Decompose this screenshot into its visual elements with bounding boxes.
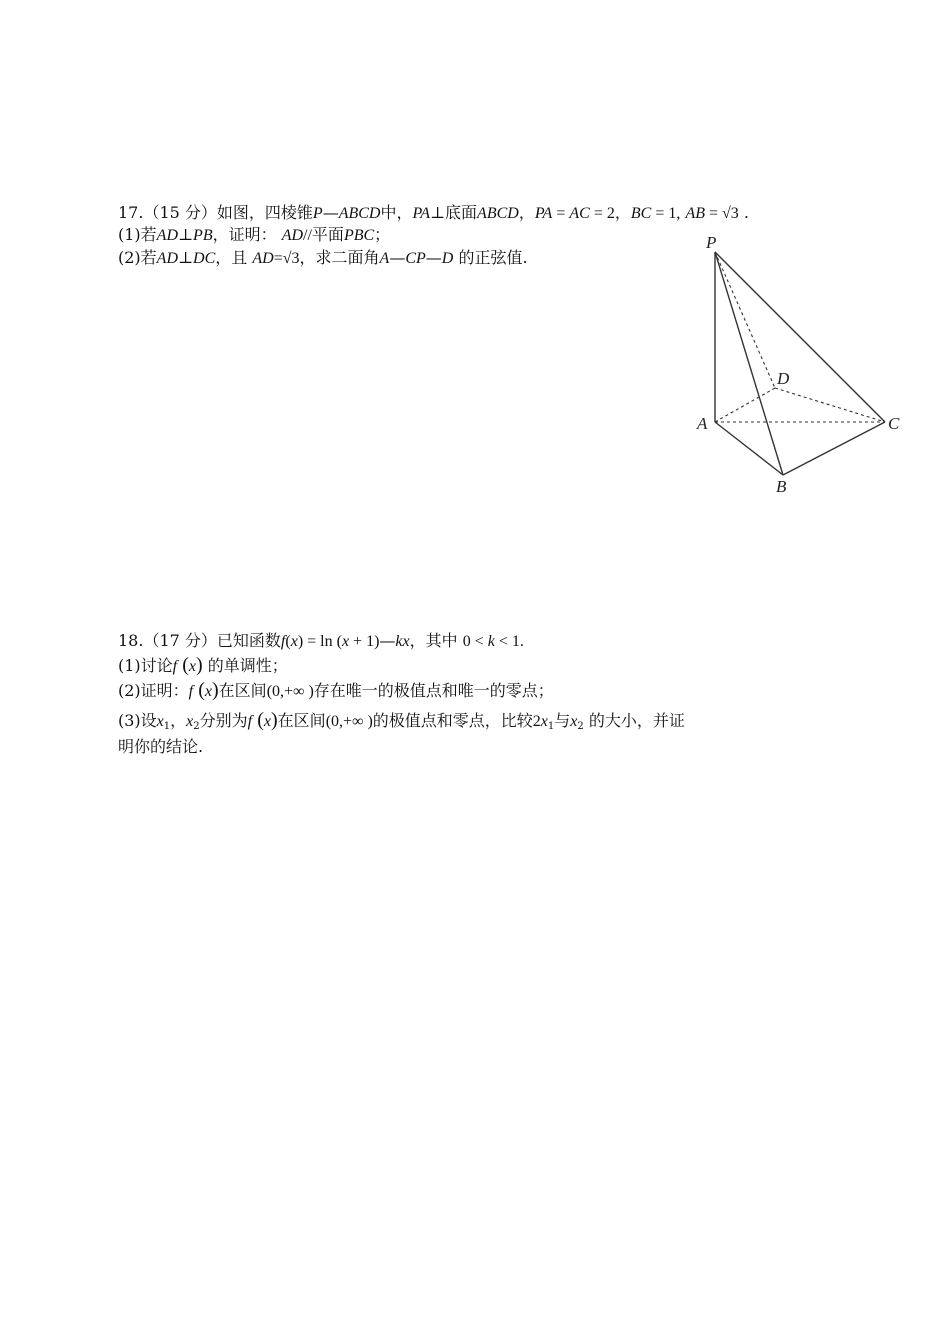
q18-text: ，其中 — [409, 631, 458, 650]
math-op: = 1, — [651, 205, 681, 222]
math-subscript: 2 — [193, 721, 200, 732]
q17-line3 — [118, 248, 528, 269]
math-var: AB — [685, 205, 705, 222]
math-subscript: 1 — [547, 721, 555, 732]
math-op: = — [552, 205, 570, 222]
math-dash: — — [425, 248, 442, 267]
math-var: AC — [569, 205, 590, 222]
math-op: = — [704, 205, 723, 222]
q17-part2-label: (2)若 — [118, 248, 157, 267]
math-op: = 2 — [589, 205, 615, 222]
math-var: f — [172, 658, 178, 675]
math-var: PA — [412, 205, 430, 222]
math-subscript: 2 — [577, 721, 584, 732]
q17-line2 — [118, 225, 390, 246]
math-var: AD — [281, 227, 304, 244]
vertex-d-label: D — [777, 369, 790, 388]
math-var: f — [280, 633, 286, 650]
edge-bc — [783, 422, 885, 475]
math-op: =√3 — [273, 250, 300, 267]
q18-number: 18. — [118, 631, 144, 650]
perp-symbol: ⊥ — [429, 203, 446, 222]
math-var: DC — [193, 250, 216, 267]
q18-score: （17 分） — [143, 631, 217, 650]
q18-text: 分别为 — [199, 711, 248, 730]
q18-part3-label: (3)设 — [118, 711, 157, 730]
q18-text: 在区间 — [277, 711, 326, 730]
math-dash: — — [379, 631, 396, 650]
math-var: f — [247, 713, 253, 730]
math-var: ABCD — [477, 205, 519, 222]
math-dash: — — [322, 203, 339, 222]
q18-part1-label: (1)讨论 — [118, 656, 173, 675]
q17-text: ， — [614, 203, 631, 222]
q18-text: 在区间 — [218, 681, 267, 700]
math-var: x — [540, 713, 548, 730]
pyramid-diagram — [690, 228, 912, 498]
math-var: x — [341, 633, 350, 650]
math-op: 0 < — [462, 633, 488, 650]
math-paren: ( — [285, 633, 291, 650]
math-var: P — [312, 205, 323, 222]
q18-text: 的极值点和零点，比较 — [372, 711, 533, 730]
q18-part2-label: (2)证明： — [118, 681, 189, 700]
q18-text: 存在唯一的极值点和唯一的零点； — [313, 681, 554, 700]
q17-number: 17. — [118, 203, 144, 222]
q17-text: 的正弦值. — [458, 248, 528, 267]
math-var: AD — [156, 250, 178, 267]
parallel-symbol: // — [303, 227, 312, 244]
q18-text: 与 — [554, 711, 571, 730]
vertex-a-label: A — [697, 414, 708, 433]
q17-text: ，证明： — [212, 225, 277, 244]
math-var: AD — [156, 227, 178, 244]
math-dash: — — [389, 248, 406, 267]
math-var: PA — [534, 205, 553, 222]
q18-text: 的单调性； — [207, 656, 288, 675]
math-var: D — [441, 250, 454, 267]
math-var: AD — [252, 250, 274, 267]
math-paren: ) — [212, 679, 219, 701]
math-paren: ( — [336, 633, 342, 650]
math-var: BC — [630, 205, 652, 222]
math-var: CP — [405, 250, 426, 267]
math-paren: ) — [374, 633, 380, 650]
vertex-c-label: C — [888, 414, 900, 433]
q17-text: 平面 — [311, 225, 344, 244]
q17-text: ，且 — [215, 248, 248, 267]
math-var: x — [156, 713, 164, 730]
q17-text: 底面 — [445, 203, 478, 222]
math-var: x — [186, 713, 194, 730]
q17-text: . — [738, 203, 749, 222]
math-var: x — [188, 658, 196, 675]
math-paren: ) — [297, 633, 304, 650]
math-op: + 1 — [349, 633, 375, 650]
math-op: < 1. — [494, 633, 524, 650]
vertex-b-label: B — [776, 477, 787, 496]
q18-line1 — [118, 631, 524, 652]
math-var: x — [570, 713, 578, 730]
q17-part1-label: (1)若 — [118, 225, 157, 244]
math-paren: ( — [182, 654, 189, 676]
math-var: k — [487, 633, 495, 650]
math-var: PBC — [343, 227, 375, 244]
sqrt-three: √3 — [722, 205, 739, 222]
q18-line3 — [118, 680, 554, 702]
math-var: f — [188, 683, 194, 700]
math-var: A — [379, 250, 390, 267]
math-var: x — [204, 683, 212, 700]
pyramid-figure — [690, 228, 912, 498]
edge-pd — [715, 252, 775, 388]
math-var: ABCD — [338, 205, 381, 222]
perp-symbol: ⊥ — [178, 248, 194, 267]
q17-text: ， — [518, 203, 535, 222]
q17-score: （15 分） — [143, 203, 217, 222]
interval: (0,+∞ ) — [325, 713, 373, 730]
perp-symbol: ⊥ — [178, 225, 194, 244]
math-var: PB — [193, 227, 213, 244]
q18-line5 — [118, 737, 203, 757]
q18-text: 已知函数 — [216, 631, 281, 650]
q17-text: 如图，四棱锥 — [216, 203, 313, 222]
math-paren: ) — [271, 709, 278, 731]
math-subscript: 1 — [163, 721, 171, 732]
interval: (0,+∞ ) — [266, 683, 314, 700]
q18-line4 — [118, 710, 685, 737]
math-var: kx — [395, 633, 410, 650]
math-number: 2 — [532, 713, 541, 730]
q18-text: 明你的结论. — [118, 737, 204, 756]
vertex-p-label: P — [706, 233, 717, 252]
math-paren: ) — [196, 654, 203, 676]
q17-line1 — [118, 203, 749, 224]
math-var: x — [263, 713, 271, 730]
q17-text: ； — [374, 225, 391, 244]
math-paren: ( — [198, 679, 205, 701]
q17-text: ，求二面角 — [299, 248, 380, 267]
math-var: x — [290, 633, 298, 650]
q18-line2 — [118, 655, 288, 677]
math-paren: ( — [257, 709, 264, 731]
q18-text: 的大小，并证 — [588, 711, 685, 730]
q18-text: ， — [170, 711, 187, 730]
q17-text: 中， — [380, 203, 413, 222]
edge-ab — [715, 422, 783, 475]
math-op: = ln — [303, 633, 337, 650]
